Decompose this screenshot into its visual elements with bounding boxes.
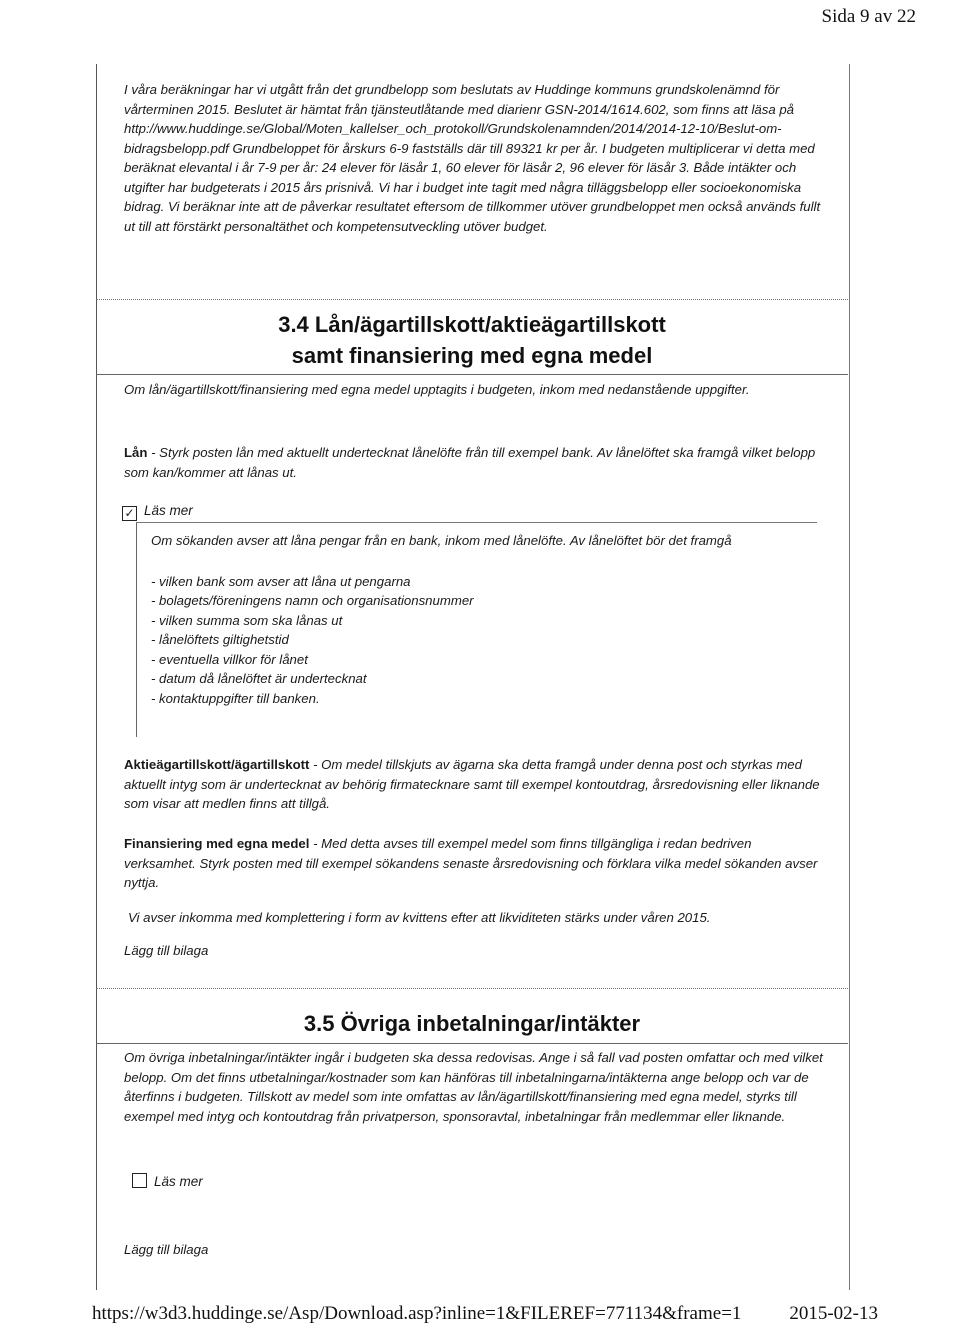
read-more-panel <box>136 522 817 737</box>
add-attachment-link[interactable]: Lägg till bilaga <box>124 943 209 958</box>
read-more-toggle[interactable] <box>122 503 193 521</box>
read-more-toggle-2[interactable] <box>132 1173 203 1189</box>
read-more-label[interactable]: Läs mer <box>144 503 193 518</box>
list-item: - lånelöftets giltighetstid <box>151 632 289 647</box>
loan-paragraph <box>124 443 824 482</box>
list-item: - bolagets/föreningens namn och organisationsnummer <box>151 593 474 608</box>
shareholder-paragraph <box>124 755 824 814</box>
add-attachment-link-2[interactable]: Lägg till bilaga <box>124 1242 209 1257</box>
divider <box>96 1043 848 1044</box>
list-item: - eventuella villkor för lånet <box>151 651 308 667</box>
divider <box>96 299 848 300</box>
read-more-checkbox[interactable]: ✓ <box>122 506 137 521</box>
print-footer <box>92 1303 878 1325</box>
section-3-5-title: 3.5 Övriga inbetalningar/intäkter <box>303 1011 641 1036</box>
own-funds-paragraph <box>124 834 824 893</box>
read-more-list <box>151 572 801 709</box>
read-more-checkbox-2[interactable] <box>132 1173 147 1188</box>
list-item: - datum då lånelöftet är undertecknat <box>151 671 367 686</box>
loan-term: Lån <box>124 445 148 460</box>
divider <box>96 374 848 375</box>
list-item: - vilken summa som ska lånas ut <box>151 612 343 628</box>
own-funds-text: - Med detta avses till exempel medel som finns tillgängliga i redan bedriven verksamhet. Styrk posten med till exempel sökandens senaste årsredovisning och förklara vilka medel sökanden avser nyttja. <box>124 836 818 890</box>
section-3-4-title-line2: samt finansiering med egna medel <box>291 343 653 368</box>
loan-text: - Styrk posten lån med aktuellt undertecknat lånelöfte från till exempel bank. Av lånelöftet ska framgå vilket belopp som kan/kommer att lånas ut. <box>124 445 816 480</box>
footer-date: 2015-02-13 <box>789 1303 878 1324</box>
read-more-text: Om sökanden avser att låna pengar från en bank, inkom med lånelöfte. Av lånelöftet bör det framgå <box>151 533 732 548</box>
intro-paragraph: I våra beräkningar har vi utgått från det grundbelopp som beslutats av Huddinge kommuns grundskolenämnd för vårterminen 2015. Beslutet är hämtat från tjänsteutlåtande med diarienr GSN-2014/1614.602, som finns att läsa på http://www.huddinge.se/Global/Moten_kallelser_och_protokoll/Grundskolenamnden/2014/2014-12-10/Beslut-om-bidragsbelopp.pdf Grundbeloppet för årskurs 6-9 fastställs där till 89321 kr per år. I budgeten multiplicerar vi detta med beräknat elevantal i år 7-9 per år: 24 elever för läsår 1, 60 elever för läsår 2, 96 elever för läsår 3. Både intäkter och utgifter har budgeterats i 2015 års prisnivå. Vi har i budget inte tagit med några tilläggsbelopp eller socioekonomiska bidrag. Vi beräknar inte att de påverkar resultatet eftersom de tillkommer utöver grundbeloppet men också används fullt ut till att förstärkt personaltäthet och kompetensutveckling utöver budget. <box>124 82 821 234</box>
shareholder-text: - Om medel tillskjuts av ägarna ska detta framgå under denna post och styrkas med aktuellt intyg som är undertecknat av behörig firmatecknare samt till exempel kontoutdrag, årsredovisning eller liknande som visar att medlen finns att tillgå. <box>124 757 820 811</box>
own-funds-term: Finansiering med egna medel <box>124 836 310 851</box>
page-number: Sida 9 av 22 <box>821 6 916 27</box>
section-3-4-intro: Om lån/ägartillskott/finansiering med egna medel upptagits i budgeten, inkom med nedanstående uppgifter. <box>124 382 750 397</box>
read-more-label-2[interactable]: Läs mer <box>154 1174 203 1189</box>
list-item: - vilken bank som avser att låna ut pengarna <box>151 573 411 589</box>
section-3-5-text: Om övriga inbetalningar/intäkter ingår i budgeten ska dessa redovisas. Ange i så fall vad posten omfattar och med vilket belopp. Om det finns utbetalningar/kostnader som kan hänföras till inbetalningarna/intäkterna ange belopp och var de återfinns i budgeten. Tillskott av medel som inte omfattas av lån/ägartillskott/finansiering med egna medel, styrks till exempel med intyg och kontoutdrag från privatperson, sponsoravtal, inbetalningar från medlemmar eller liknande. <box>124 1050 823 1124</box>
shareholder-term: Aktieägartillskott/ägartillskott <box>124 757 310 772</box>
divider <box>96 988 848 989</box>
footer-url: https://w3d3.huddinge.se/Asp/Download.asp?inline=1&FILEREF=771134&frame=1 <box>92 1303 742 1324</box>
list-item: - kontaktuppgifter till banken. <box>151 690 320 706</box>
applicant-answer: Vi avser inkomma med komplettering i form av kvittens efter att likviditeten stärks under våren 2015. <box>128 910 711 925</box>
section-3-4-title-line1: 3.4 Lån/ägartillskott/aktieägartillskott <box>278 312 666 337</box>
